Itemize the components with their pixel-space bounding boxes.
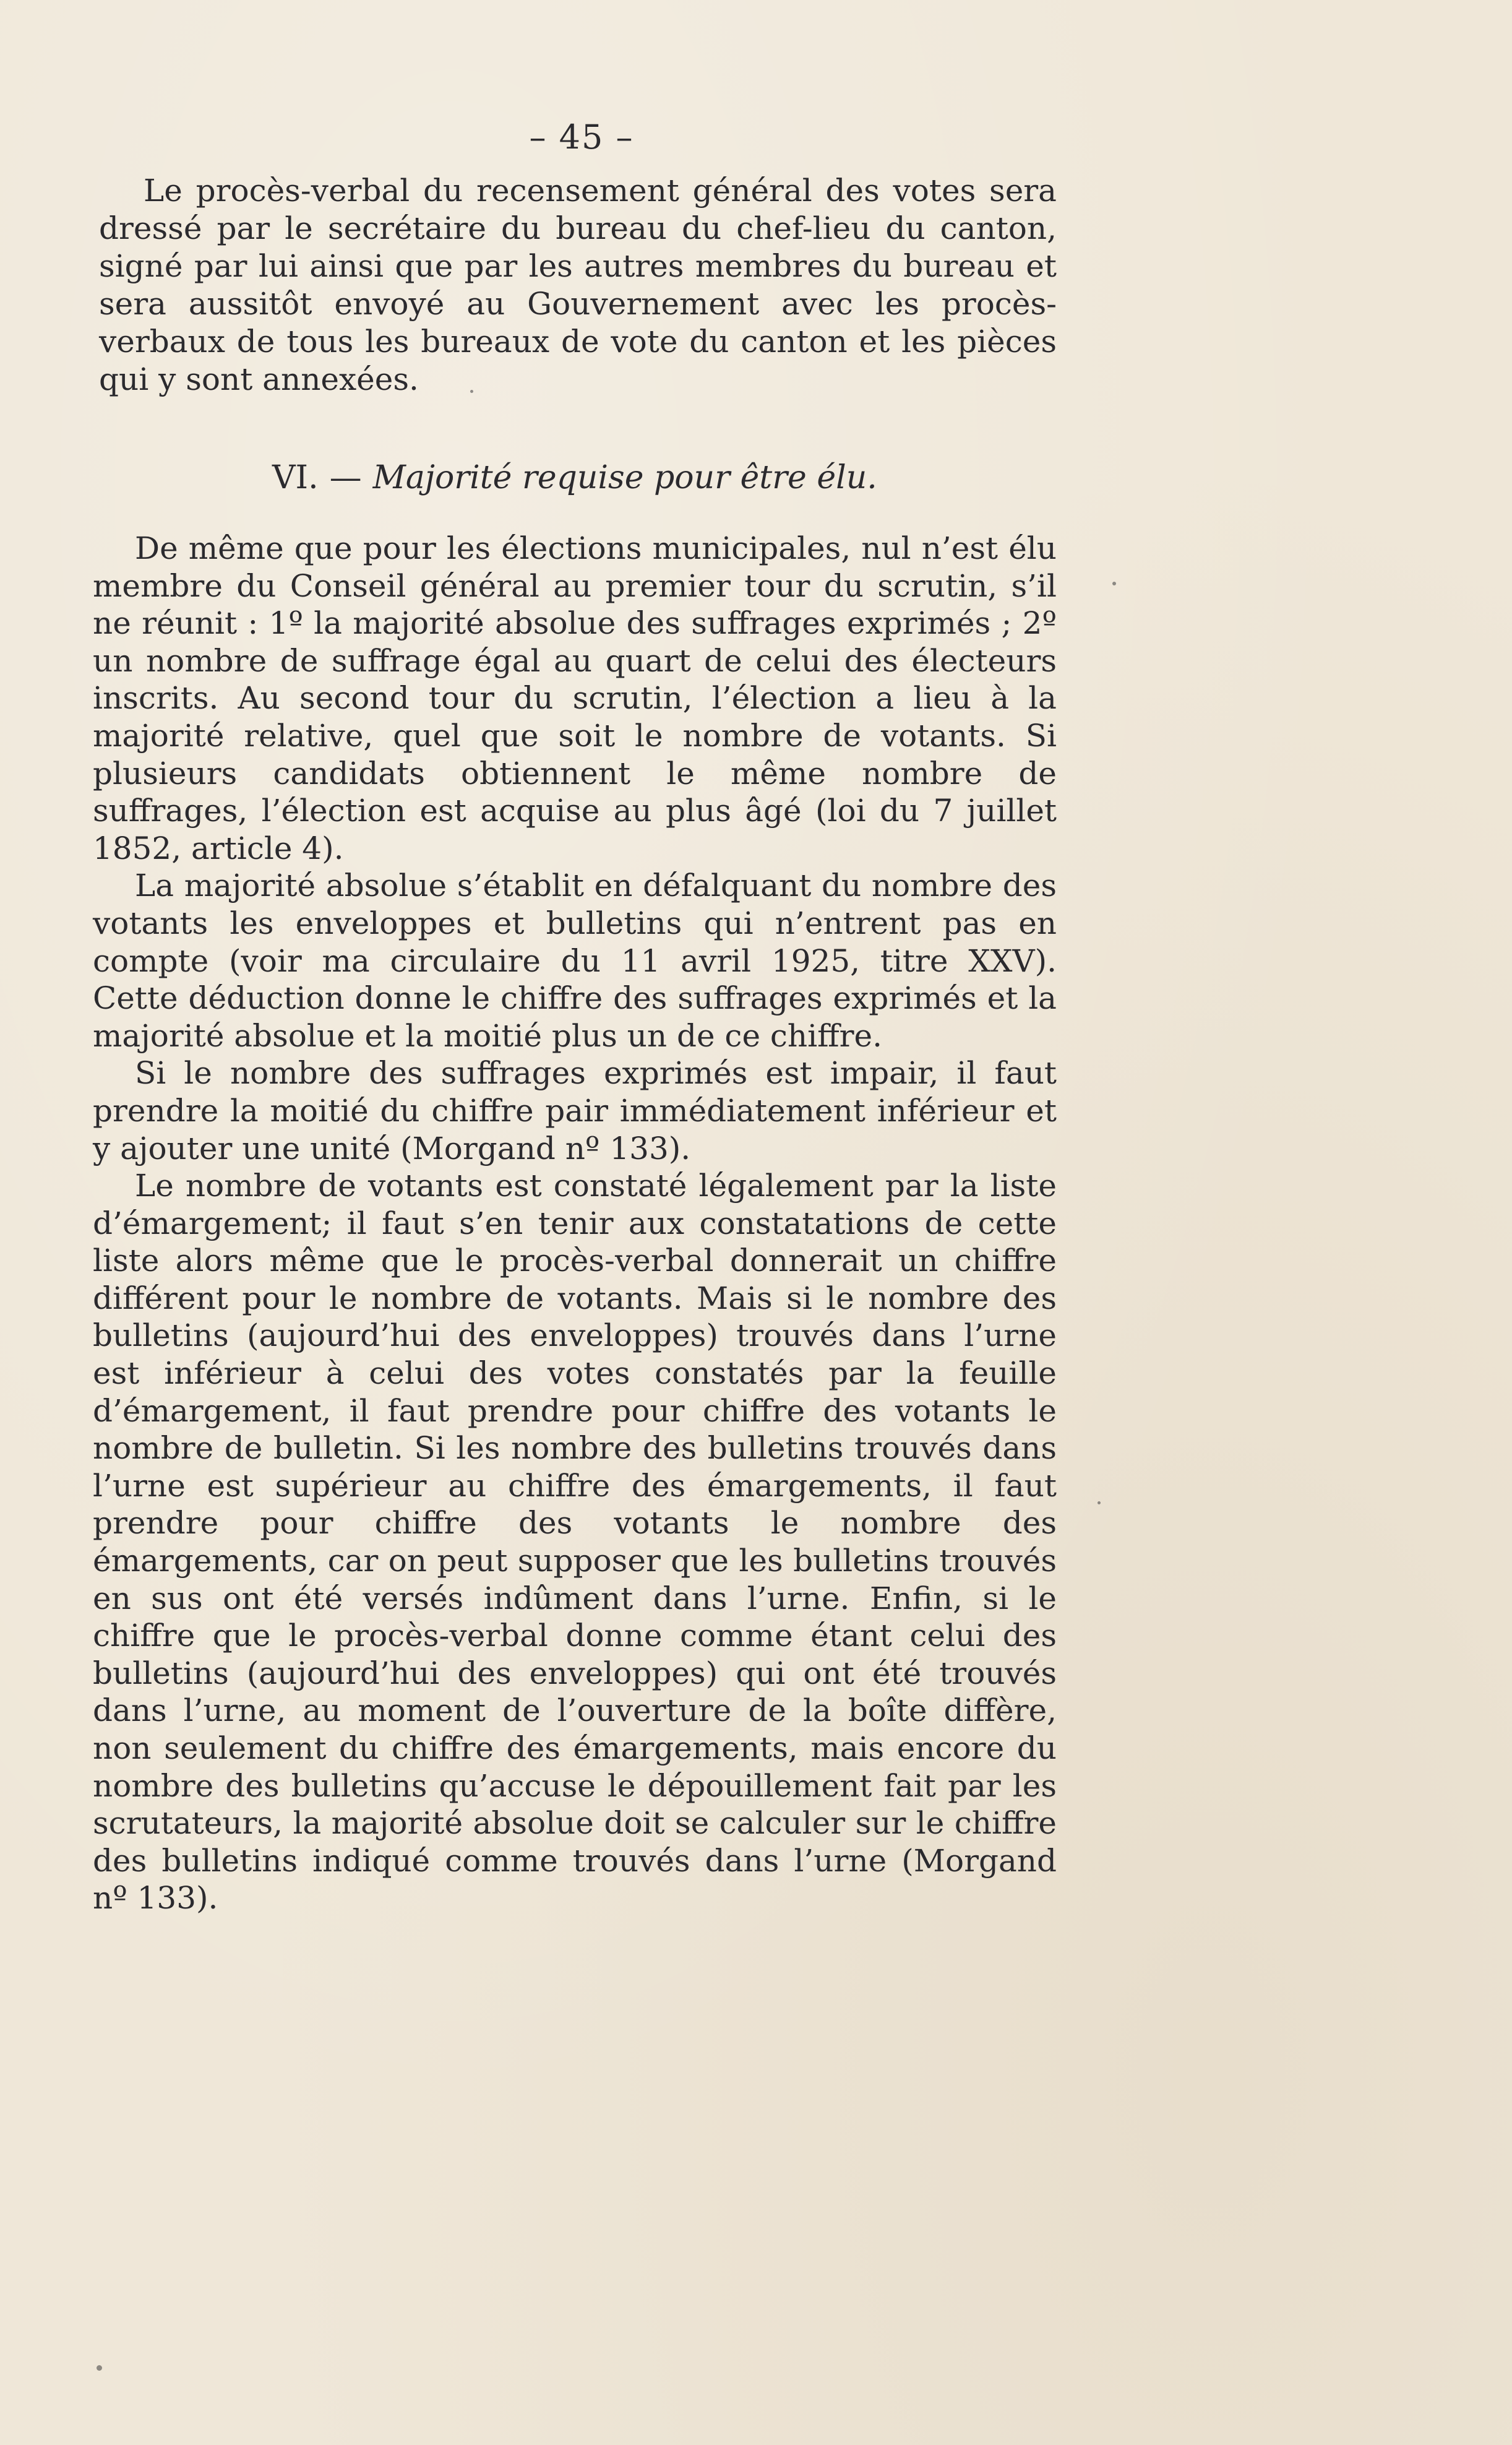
paper-speck: [1112, 582, 1116, 585]
paper-speck: [470, 390, 473, 393]
intro-paragraph-block: [99, 172, 1057, 399]
body-text: [93, 530, 1057, 1917]
section-dash: —: [329, 459, 362, 496]
paragraph-odd-number: Si le nombre des suffrages exprimés est impair, il faut prendre la moitié du chiffre pair immédiatement inférieur et y ajouter une unité (Morgand nº 133).: [93, 1055, 1057, 1166]
section-title: Majorité requise pour être élu.: [372, 459, 877, 496]
intro-paragraph: Le procès-verbal du recensement général des votes sera dressé par le secrétaire du bureau du chef-lieu du canton, signé par lui ainsi que par les autres membres du bureau et sera aussitôt envoyé au Gouvernement avec les procès-verbaux de tous les bureaux de vote du canton et les pièces qui y sont annexées.: [99, 173, 1057, 397]
section-number: VI.: [272, 459, 319, 496]
paper-speck: [1097, 1501, 1101, 1504]
paragraph-voter-count: Le nombre de votants est constaté légalement par la liste d’émargement; il faut s’en tenir aux constatations de cette liste alors même que le procès-verbal donnerait un chiffre différent pour le nombre de votants. Mais si le nombre des bulletins (aujourd’hui des enveloppes) trouvés dans l’urne est inférieur à celui des votes constatés par la feuille d’émargement, il faut prendre pour chiffre des votants le nombre de bulletin. Si les nombre des bulletins trouvés dans l’urne est supérieur au chiffre des émargements, il faut prendre pour chiffre des votants le nombre des émargements, car on peut supposer que les bulletins trouvés en sus ont été versés indûment dans l’urne. Enfin, si le chiffre que le procès-verbal donne comme étant celui des bulletins (aujourd’hui des enveloppes) qui ont été trouvés dans l’urne, au moment de l’ouverture de la boîte diffère, non seulement du chiffre des émargements, mais encore du nombre des bulletins qu’accuse le dépouillement fait par les scrutateurs, la majorité absolue doit se calculer sur le chiffre des bulletins indiqué comme trouvés dans l’urne (Morgand nº 133).: [93, 1168, 1057, 1917]
section-heading: [272, 459, 877, 496]
paper-speck: [97, 2365, 102, 2371]
paragraph-absolute-majority: La majorité absolue s’établit en défalquant du nombre des votants les enveloppes et bulletins qui n’entrent pas en compte (voir ma circulaire du 11 avril 1925, titre XXV). Cette déduction donne le chiffre des suffrages exprimés et la majorité absolue et la moitié plus un de ce chiffre.: [93, 868, 1057, 1054]
paragraph-majority-rules: De même que pour les élections municipales, nul n’est élu membre du Conseil général au premier tour du scrutin, s’il ne réunit : 1º la majorité absolue des suffrages exprimés ; 2º un nombre de suffrage égal au quart de celui des électeurs inscrits. Au second tour du scrutin, l’élection a lieu à la majorité relative, quel que soit le nombre de votants. Si plusieurs candidats obtiennent le même nombre de suffrages, l’élection est acquise au plus âgé (loi du 7 juillet 1852, article 4).: [93, 530, 1057, 866]
page-number: – 45 –: [529, 118, 634, 157]
